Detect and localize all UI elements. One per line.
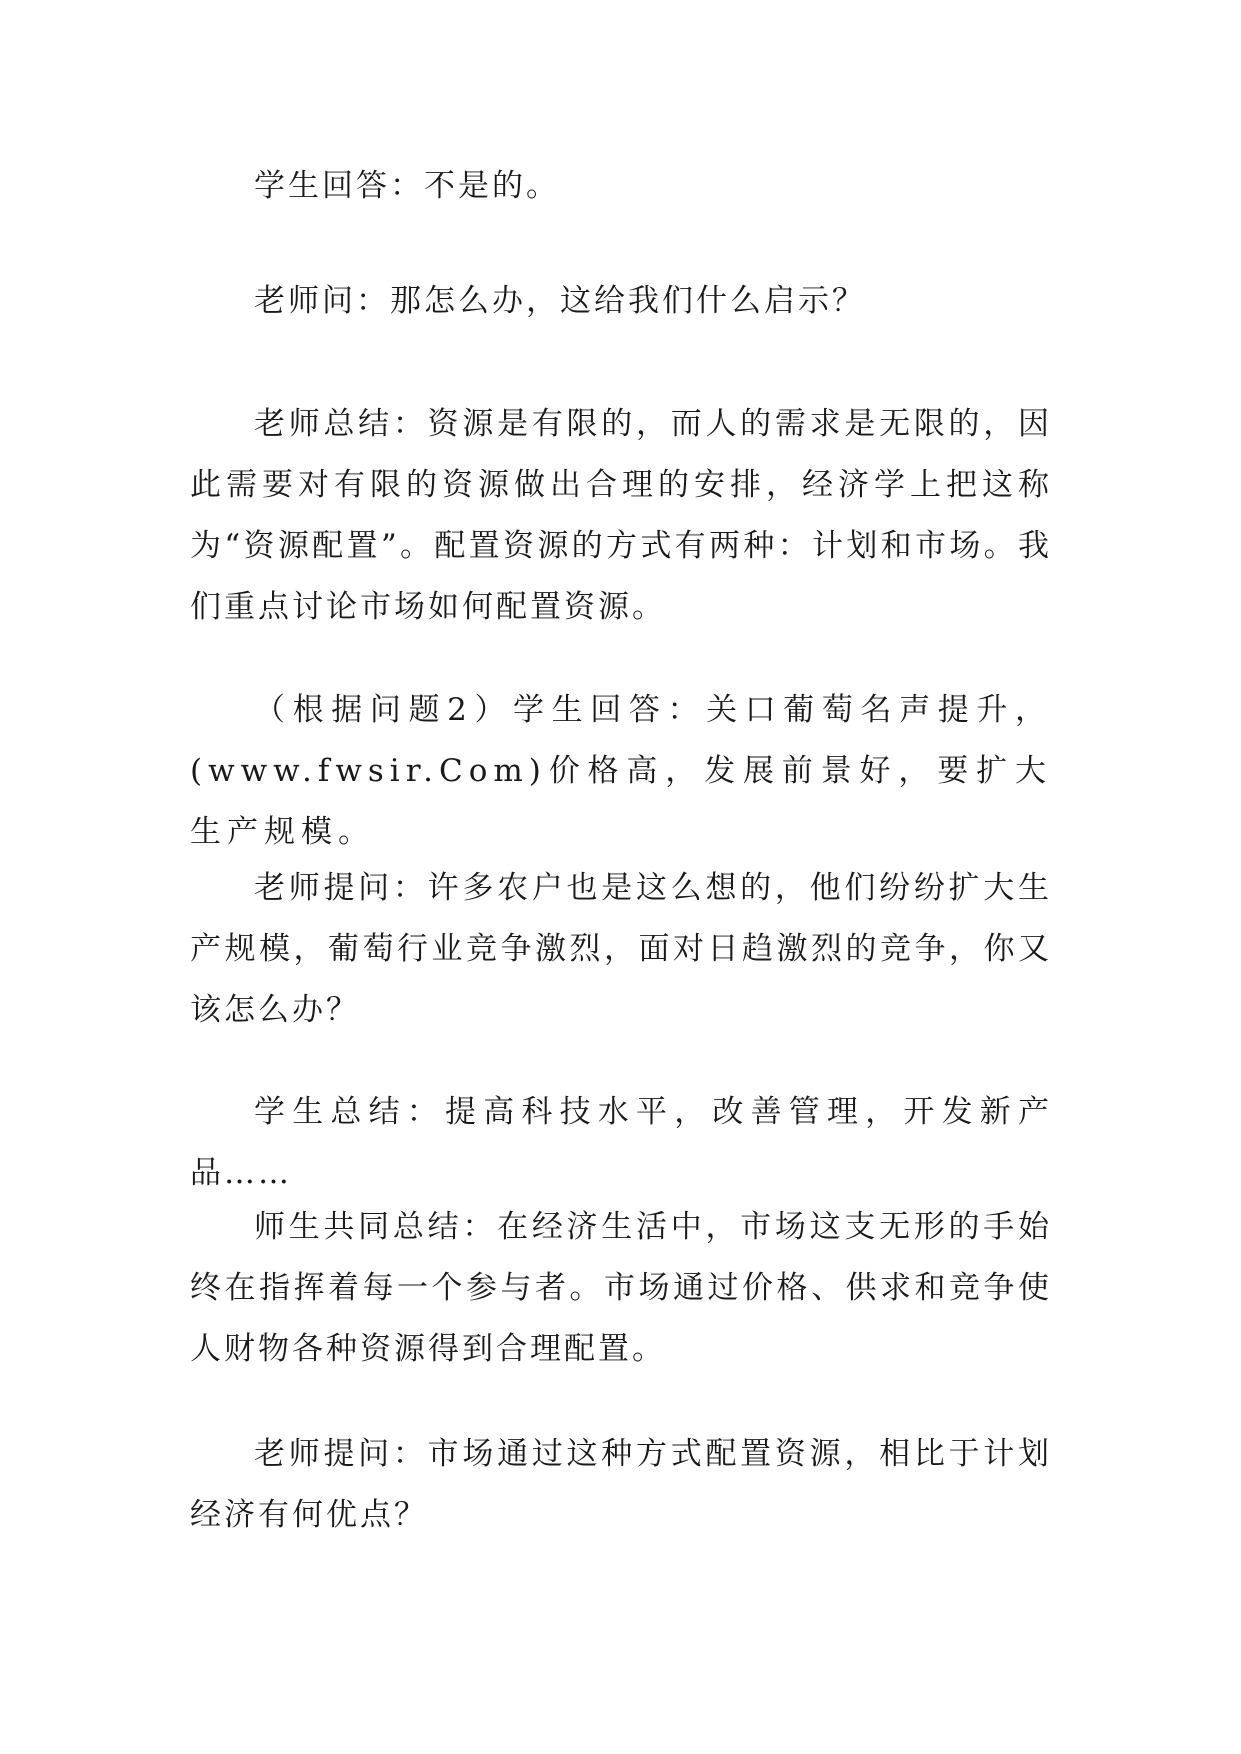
paragraph-student-summary: 学生总结：提高科技水平，改善管理，开发新产品…… — [190, 1094, 1052, 1191]
paragraph-teacher-question-1: 老师问：那怎么办，这给我们什么启示？ — [254, 283, 866, 319]
paragraph-joint-summary: 师生共同总结：在经济生活中，市场这支无形的手始终在指挥着每一个参与者。市场通过价格、供求和竞争使人财物各种资源得到合理配置。 — [190, 1209, 1052, 1367]
paragraph-teacher-summary: 老师总结：资源是有限的，而人的需求是无限的，因此需要对有限的资源做出合理的安排，经济学上把这称为“资源配置”。配置资源的方式有两种：计划和市场。我们重点讨论市场如何配置资源。 — [190, 406, 1052, 625]
paragraph-student-answer-2: （根据问题2）学生回答：关口葡萄名声提升，(www.fwsir.Com)价格高，发展前景好，要扩大生产规模。 — [190, 692, 1052, 850]
paragraph-teacher-question-3: 老师提问：市场通过这种方式配置资源，相比于计划经济有何优点？ — [190, 1436, 1052, 1533]
paragraph-student-answer-1: 学生回答：不是的。 — [254, 168, 560, 204]
paragraph-teacher-question-2: 老师提问：许多农户也是这么想的，他们纷纷扩大生产规模，葡萄行业竞争激烈，面对日趋激烈的竞争，你又该怎么办？ — [190, 870, 1052, 1028]
